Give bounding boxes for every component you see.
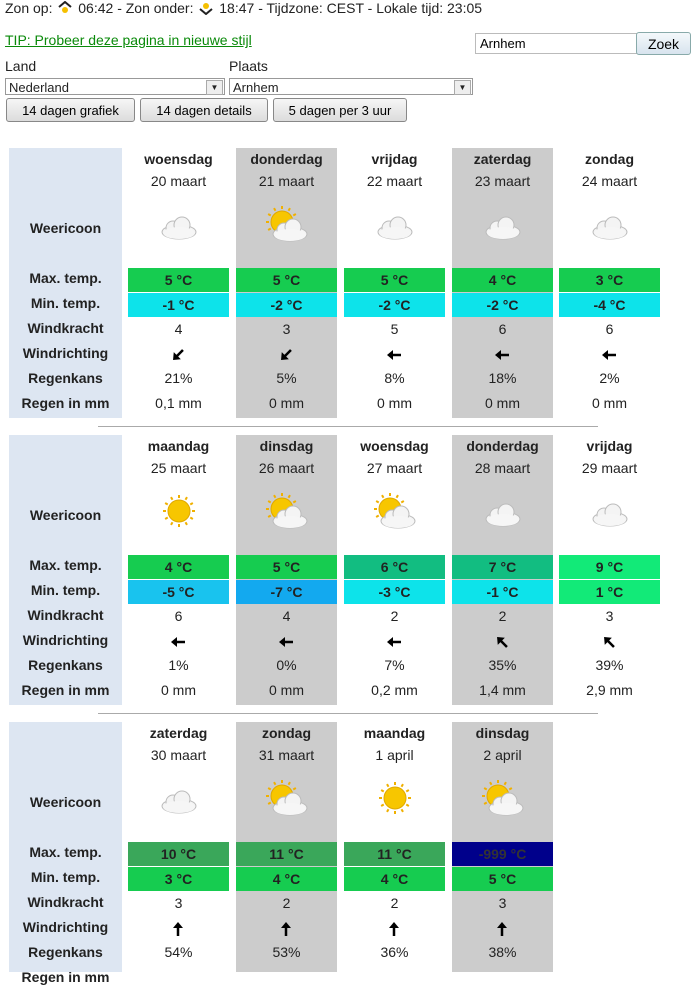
- rain-mm: 2,9 mm: [586, 682, 633, 698]
- wind-force: 6: [605, 321, 614, 337]
- max-temp: 5 °C: [236, 555, 337, 579]
- arrow-up-icon: [492, 919, 512, 939]
- min-temp: -2 °C: [236, 293, 337, 317]
- row-label-rain-mm: Regen in mm: [21, 969, 110, 985]
- row-label-min: Min. temp.: [30, 295, 101, 311]
- day-name: vrijdag: [371, 151, 418, 167]
- day-date: 20 maart: [150, 173, 207, 189]
- sun-icon: [374, 780, 416, 816]
- day-column: [559, 435, 660, 705]
- min-temp: 3 °C: [128, 867, 229, 891]
- row-label-wind: Windkracht: [27, 320, 104, 336]
- nav-5-dagen-per-3-uur[interactable]: 5 dagen per 3 uur: [273, 98, 407, 122]
- land-select-value: Nederland: [9, 80, 69, 95]
- rain-mm: 0,1 mm: [155, 395, 202, 411]
- wind-force: 3: [174, 895, 183, 911]
- day-date: 1 april: [375, 747, 414, 763]
- row-label-max: Max. temp.: [29, 844, 102, 860]
- day-date: 22 maart: [366, 173, 423, 189]
- wind-force: 4: [282, 608, 291, 624]
- day-date: 2 april: [483, 747, 522, 763]
- sunset-icon: [197, 1, 215, 15]
- row-label-dir: Windrichting: [22, 632, 109, 648]
- max-temp: 5 °C: [236, 268, 337, 292]
- land-label: Land: [5, 58, 37, 74]
- min-temp: -3 °C: [344, 580, 445, 604]
- min-temp: -1 °C: [128, 293, 229, 317]
- wind-force: 3: [282, 321, 291, 337]
- wind-force: 2: [498, 608, 507, 624]
- row-label-icon: Weericoon: [29, 220, 102, 236]
- row-label-rain-mm: Regen in mm: [21, 682, 110, 698]
- day-column: [452, 148, 553, 418]
- day-name: vrijdag: [586, 438, 633, 454]
- arrow-left-icon: [492, 345, 512, 365]
- wind-force: 6: [174, 608, 183, 624]
- sun-times-line: [5, 0, 482, 17]
- chevron-down-icon[interactable]: ▼: [454, 80, 471, 95]
- forecast-week: [9, 148, 659, 418]
- max-temp: 3 °C: [559, 268, 660, 292]
- rain-mm: 0 mm: [269, 395, 304, 411]
- day-name: zaterdag: [149, 725, 208, 741]
- row-label-min: Min. temp.: [30, 869, 101, 885]
- day-name: woensdag: [360, 438, 429, 454]
- search-button[interactable]: Zoek: [636, 32, 691, 55]
- day-name: zondag: [262, 725, 311, 741]
- day-name: woensdag: [144, 151, 213, 167]
- sunset-time: 18:47: [219, 0, 255, 16]
- cloud-icon: [158, 206, 200, 242]
- max-temp: 6 °C: [344, 555, 445, 579]
- day-date: 31 maart: [258, 747, 315, 763]
- rain-chance: 38%: [488, 944, 517, 960]
- day-name: zaterdag: [473, 151, 532, 167]
- search-input[interactable]: [475, 33, 639, 54]
- day-column: [344, 722, 445, 972]
- rain-chance: 18%: [488, 370, 517, 386]
- day-column: [128, 435, 229, 705]
- sun-icon: [158, 493, 200, 529]
- rain-mm: 0,2 mm: [371, 682, 418, 698]
- day-date: 30 maart: [150, 747, 207, 763]
- day-date: 28 maart: [474, 460, 531, 476]
- arrow-left-icon: [599, 345, 619, 365]
- timezone-text: - Tijdzone: CEST - Lokale tijd: 23:05: [258, 0, 483, 16]
- sun-cloud-icon: [266, 780, 308, 816]
- day-column: [128, 722, 229, 972]
- day-column: [344, 435, 445, 705]
- wind-force: 5: [390, 321, 399, 337]
- rain-chance: 2%: [599, 370, 620, 386]
- max-temp: 9 °C: [559, 555, 660, 579]
- day-date: 24 maart: [581, 173, 638, 189]
- min-temp: -4 °C: [559, 293, 660, 317]
- min-temp: -1 °C: [452, 580, 553, 604]
- day-name: maandag: [147, 438, 210, 454]
- sun-cloud-icon: [374, 493, 416, 529]
- cloud-icon: [589, 206, 631, 242]
- rain-mm: 0 mm: [485, 395, 520, 411]
- rain-mm: 0 mm: [161, 682, 196, 698]
- day-name: maandag: [363, 725, 426, 741]
- nav-14-dagen-grafiek[interactable]: 14 dagen grafiek: [6, 98, 135, 122]
- max-temp: 11 °C: [344, 842, 445, 866]
- row-label-wind: Windkracht: [27, 894, 104, 910]
- wind-force: 2: [390, 895, 399, 911]
- day-date: 29 maart: [581, 460, 638, 476]
- arrow-down-left-icon: [276, 345, 296, 365]
- day-column: [344, 148, 445, 418]
- sunset-label: - Zon onder:: [117, 0, 194, 16]
- min-temp: -5 °C: [128, 580, 229, 604]
- day-column: [559, 148, 660, 418]
- row-label-max: Max. temp.: [29, 270, 102, 286]
- cloud-icon: [482, 206, 524, 242]
- rain-chance: 7%: [384, 657, 405, 673]
- arrow-up-icon: [384, 919, 404, 939]
- arrow-left-icon: [384, 632, 404, 652]
- rain-mm: 0 mm: [269, 682, 304, 698]
- max-temp: 10 °C: [128, 842, 229, 866]
- day-column: [452, 722, 553, 972]
- plaats-select[interactable]: [229, 78, 473, 95]
- row-label-dir: Windrichting: [22, 345, 109, 361]
- row-label-icon: Weericoon: [29, 794, 102, 810]
- day-name: dinsdag: [475, 725, 530, 741]
- row-label-rain-chance: Regenkans: [28, 944, 103, 960]
- max-temp: -999 °C: [452, 842, 553, 866]
- day-column: [236, 435, 337, 705]
- arrow-up-left-icon: [492, 632, 512, 652]
- row-label-dir: Windrichting: [22, 919, 109, 935]
- wind-force: 2: [390, 608, 399, 624]
- max-temp: 4 °C: [452, 268, 553, 292]
- wind-force: 4: [174, 321, 183, 337]
- tip-link[interactable]: TIP: Probeer deze pagina in nieuwe stijl: [5, 32, 252, 48]
- max-temp: 5 °C: [344, 268, 445, 292]
- row-label-wind: Windkracht: [27, 607, 104, 623]
- day-date: 27 maart: [366, 460, 423, 476]
- sunrise-time: 06:42: [78, 0, 114, 16]
- chevron-down-icon[interactable]: ▼: [206, 80, 223, 95]
- rain-mm: 1,4 mm: [479, 682, 526, 698]
- row-label-rain-chance: Regenkans: [28, 657, 103, 673]
- arrow-up-left-icon: [599, 632, 619, 652]
- day-column: [452, 435, 553, 705]
- arrow-left-icon: [168, 632, 188, 652]
- day-name: zondag: [585, 151, 634, 167]
- day-column: [236, 722, 337, 972]
- wind-force: 6: [498, 321, 507, 337]
- plaats-label: Plaats: [229, 58, 268, 74]
- plaats-select-value: Arnhem: [233, 80, 279, 95]
- rain-chance: 5%: [276, 370, 297, 386]
- day-name: dinsdag: [259, 438, 314, 454]
- day-date: 25 maart: [150, 460, 207, 476]
- row-label-rain-mm: Regen in mm: [21, 395, 110, 411]
- day-name: donderdag: [250, 151, 323, 167]
- rain-chance: 0%: [276, 657, 297, 673]
- forecast-week: [9, 435, 659, 705]
- arrow-left-icon: [276, 632, 296, 652]
- sun-cloud-icon: [266, 493, 308, 529]
- cloud-icon: [589, 493, 631, 529]
- sunrise-label: Zon op:: [5, 0, 53, 16]
- max-temp: 5 °C: [128, 268, 229, 292]
- sun-cloud-icon: [266, 206, 308, 242]
- max-temp: 7 °C: [452, 555, 553, 579]
- sunrise-icon: [56, 1, 74, 15]
- cloud-icon: [374, 206, 416, 242]
- week-divider: [98, 426, 598, 427]
- min-temp: -2 °C: [452, 293, 553, 317]
- day-name: donderdag: [466, 438, 539, 454]
- rain-mm: 0 mm: [377, 395, 412, 411]
- rain-chance: 21%: [164, 370, 193, 386]
- rain-chance: 8%: [384, 370, 405, 386]
- day-date: 26 maart: [258, 460, 315, 476]
- nav-14-dagen-details[interactable]: 14 dagen details: [140, 98, 268, 122]
- cloud-icon: [158, 780, 200, 816]
- rain-mm: 0 mm: [592, 395, 627, 411]
- row-label-icon: Weericoon: [29, 507, 102, 523]
- wind-force: 3: [498, 895, 507, 911]
- rain-chance: 1%: [168, 657, 189, 673]
- forecast-week: [9, 722, 659, 985]
- min-temp: 4 °C: [344, 867, 445, 891]
- land-select[interactable]: [5, 78, 225, 95]
- day-column: [236, 148, 337, 418]
- wind-force: 2: [282, 895, 291, 911]
- rain-chance: 39%: [595, 657, 624, 673]
- min-temp: 1 °C: [559, 580, 660, 604]
- arrow-up-icon: [276, 919, 296, 939]
- arrow-up-icon: [168, 919, 188, 939]
- rain-chance: 35%: [488, 657, 517, 673]
- arrow-left-icon: [384, 345, 404, 365]
- day-column: [128, 148, 229, 418]
- wind-force: 3: [605, 608, 614, 624]
- row-label-min: Min. temp.: [30, 582, 101, 598]
- sun-cloud-icon: [482, 780, 524, 816]
- max-temp: 4 °C: [128, 555, 229, 579]
- week-divider: [98, 713, 598, 714]
- rain-chance: 53%: [272, 944, 301, 960]
- min-temp: 4 °C: [236, 867, 337, 891]
- cloud-icon: [482, 493, 524, 529]
- rain-chance: 54%: [164, 944, 193, 960]
- max-temp: 11 °C: [236, 842, 337, 866]
- min-temp: -7 °C: [236, 580, 337, 604]
- row-label-rain-chance: Regenkans: [28, 370, 103, 386]
- day-date: 21 maart: [258, 173, 315, 189]
- rain-chance: 36%: [380, 944, 409, 960]
- min-temp: 5 °C: [452, 867, 553, 891]
- arrow-down-left-icon: [168, 345, 188, 365]
- row-label-max: Max. temp.: [29, 557, 102, 573]
- day-date: 23 maart: [474, 173, 531, 189]
- min-temp: -2 °C: [344, 293, 445, 317]
